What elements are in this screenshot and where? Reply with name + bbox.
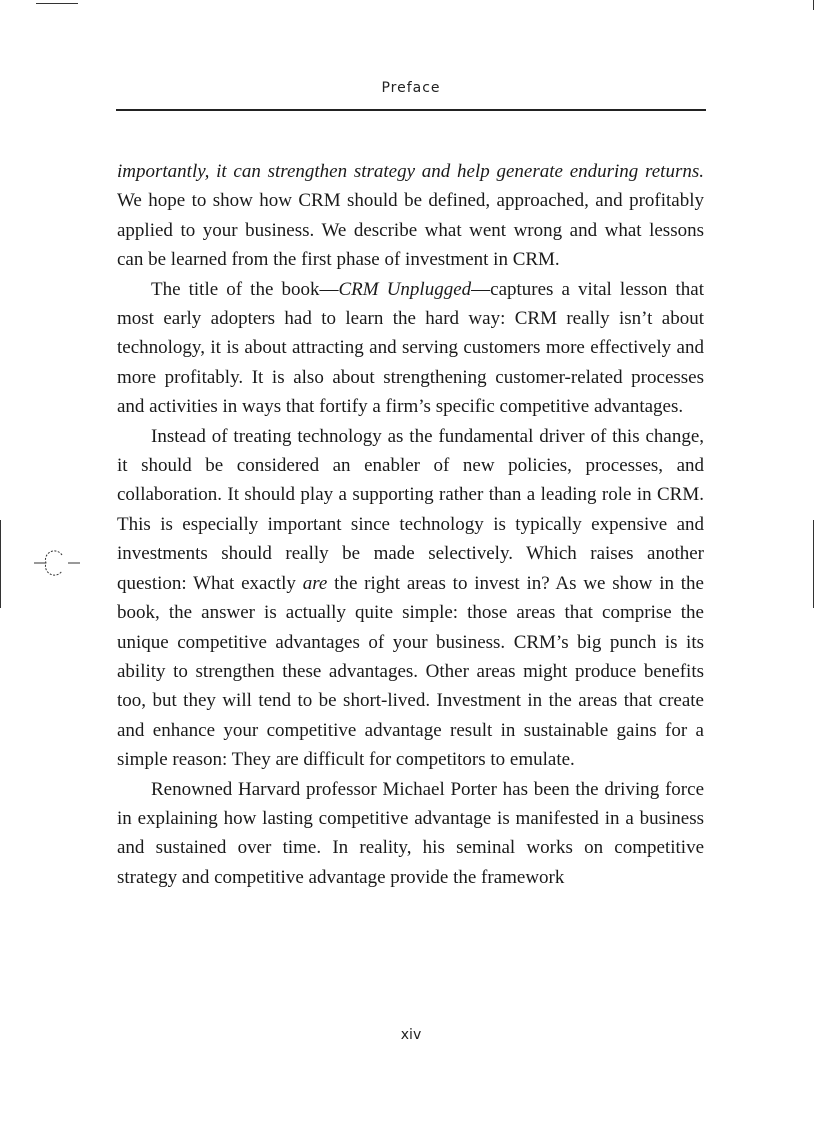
text-run: Instead of treating technology as the fundamental driver of this change, it should be considered an enabler of new policies, processes, and collaboration. It should play a supporting rather than a leading role in CRM. This is especially important since technology is typically expensive and investments should really be made selectively. Which raises another question: What exactly xyxy=(117,425,704,594)
text-run: the right areas to invest in? As we show in the book, the answer is actually quite simple: those areas that comprise the unique competitive advantages of your business. CRM’s big punch is its ability to strengthen these advantages. Other areas might produce benefits too, but they will tend to be short-lived. Investment in the areas that create and enhance your competitive advantage result in sustainable gains for a simple reason: They are difficult for competitors to emulate. xyxy=(117,572,704,771)
italic-text: are xyxy=(302,572,328,594)
page-number: xiv xyxy=(400,1027,422,1043)
paragraph xyxy=(117,275,704,422)
paragraph xyxy=(117,775,704,893)
italic-text: importantly, it can strengthen strategy and help generate enduring returns. xyxy=(117,161,704,182)
text-run: —captures a vital lesson that most early adopters had to learn the hard way: CRM really isn’t about technology, it is about attracting and serving customers more effectively and more profitably. It is also about strengthening customer-related processes and activities in ways that fortify a firm’s specific competitive advantages. xyxy=(117,278,704,418)
margin-mark-left xyxy=(0,520,3,608)
paragraph xyxy=(117,422,704,775)
paragraph xyxy=(117,157,704,275)
body-text xyxy=(117,157,704,892)
text-run: We hope to show how CRM should be defined, approached, and profitably applied to your business. We describe what went wrong and what lessons can be learned from the first phase of investment in CRM. xyxy=(117,190,704,271)
registration-mark-icon xyxy=(32,550,82,576)
text-run: The title of the book— xyxy=(151,278,339,300)
text-run: Renowned Harvard professor Michael Porter has been the driving force in explaining how lasting competitive advantage is manifested in a business and sustained over time. In reality, his seminal works on competitive strategy and competitive advantage provide the framework xyxy=(117,778,704,888)
italic-text: CRM Unplugged xyxy=(338,278,472,300)
running-head: Preface xyxy=(381,80,441,96)
header-rule xyxy=(116,109,706,111)
crop-mark-top-left xyxy=(36,3,78,4)
